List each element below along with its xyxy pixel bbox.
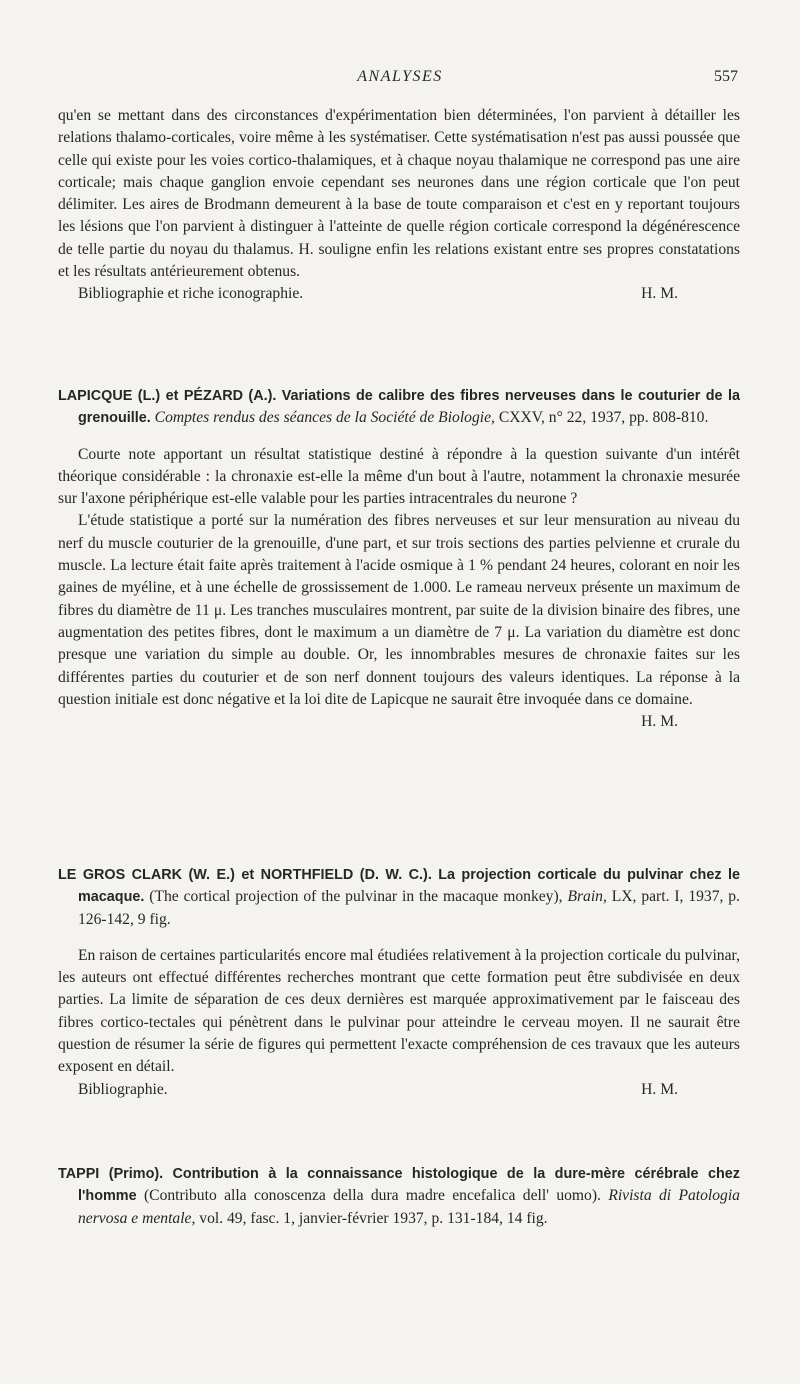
entry-footer (58, 711, 740, 733)
continuation-paragraph: qu'en se mettant dans des circonstances d'expérimentation bien déterminées, l'on parvient à détailler les relations thalamo-corticales, voire même à les systématiser. Cette systématisation n'est pas aussi poussée que celle qui existe pour les voies cortico-thalamiques, et à chaque noyau thalamique ne correspond pas une aire corticale; mais chaque ganglion envoie cependant ses neurones dans une région corticale que l'on peut délimiter. Les aires de Brodmann demeurent à la base de toute comparaison et c'est en y reportant toujours les lésions que l'on parvient à distinguer à l'atteinte de quelle région corticale correspond la dégénérescence de telle partie du noyau du thalamus. H. souligne enfin les relations existant entre ses propres constatations et les résultats antérieurement obtenus. (58, 107, 740, 281)
entry-title: La projection corticale du pulvinar chez le macaque. (78, 867, 740, 906)
entry-source-details: LX, part. I, 1937, p. 126-142, 9 fig. (78, 888, 740, 928)
entry-paragraph: Courte note apportant un résultat statistique destiné à répondre à la question suivante d'un intérêt théorique considérable : la chronaxie est-elle la même d'un bout à l'autre, notamment la chronaxie mesurée sur l'axone périphérique est-elle valable pour les parties intracentrales du neurone ? (58, 445, 740, 508)
page-header (60, 68, 740, 92)
running-title: ANALYSES (357, 68, 443, 85)
entry-title: Contribution à la connaissance histologique de la dure-mère cérébrale chez l'homme (78, 1166, 740, 1205)
review-entry-tappi (58, 1163, 740, 1230)
entry-source-journal: Brain, (567, 888, 607, 906)
entry-title: Variations de calibre des fibres nerveuses dans le couturier de la grenouille. (78, 388, 741, 427)
entry-source-journal: Rivista di Patologia nervosa e mentale, (78, 1187, 740, 1227)
continuation-block (58, 105, 740, 306)
review-entry-le-gros-clark (58, 864, 740, 1101)
entry-heading (58, 385, 740, 430)
entry-source-english-title: (The cortical projection of the pulvinar in the macaque monkey), (149, 888, 563, 906)
entry-source-italian-title: (Contributo alla conoscenza della dura madre encefalica dell' uomo). (143, 1187, 601, 1205)
entry-heading (58, 864, 740, 931)
entry-signature: H. M. (641, 713, 678, 731)
review-entry-lapicque (58, 385, 740, 733)
continuation-signature: H. M. (641, 285, 678, 303)
entry-authors: LAPICQUE (L.) et PÉZARD (A.). (58, 388, 277, 404)
entry-authors: LE GROS CLARK (W. E.) et NORTHFIELD (D. W. C.). (58, 867, 432, 883)
entry-source-details: CXXV, n° 22, 1937, pp. 808-810. (498, 409, 709, 427)
entry-footer (58, 1079, 740, 1101)
continuation-note: Bibliographie et riche iconographie. (78, 285, 304, 303)
entry-paragraph: En raison de certaines particularités encore mal étudiées relativement à la projection corticale du pulvinar, les auteurs ont effectué différentes recherches montrant que cette formation peut être subdivisée en deux parties. La limite de séparation de ces deux dernières est marquée approximativement par le faisceau des fibres cortico-tectales qui pénètrent dans le pulvinar pour atteindre le cerveau moyen. Il ne saurait être question de résumer la série de figures qui permettent l'exacte compréhension de ces travaux que les auteurs exposent en détail. (58, 946, 740, 1076)
entry-signature: H. M. (641, 1080, 678, 1098)
continuation-footer (58, 283, 740, 305)
entry-note: Bibliographie. (78, 1080, 168, 1098)
entry-paragraph: L'étude statistique a porté sur la numération des fibres nerveuses et sur leur mensuration au niveau du nerf du muscle couturier de la grenouille, d'une part, et sur trois sections des parties pelvienne et crurale du muscle. La lecture était faite après traitement à l'acide osmique à 1 % pendant 24 heures, colorant en noir les gaines de myéline, et à une échelle de grossissement de 1.000. Le rameau nerveux présente un maximum de fibres du diamètre de 11 μ. Les tranches musculaires montrent, par suite de la division binaire des fibres, une augmentation des petites fibres, dont le maximum a un diamètre de 7 μ. La variation du diamètre est donc presque une variation du simple au double. Or, les innombrables mesures de chronaxie faites sur les différentes parties du couturier et de son nerf donnent toujours des valeurs identiques. La réponse à la question initiale est donc négative et la loi dite de Lapicque ne saurait être invoquée dans ce domaine. (58, 512, 740, 708)
page-number: 557 (714, 68, 738, 85)
entry-source-details: vol. 49, fasc. 1, janvier-février 1937, p. 131-184, 14 fig. (199, 1209, 548, 1227)
entry-heading (58, 1163, 740, 1230)
entry-authors: TAPPI (Primo). (58, 1166, 164, 1182)
entry-source-journal: Comptes rendus des séances de la Société de Biologie, (154, 409, 495, 427)
